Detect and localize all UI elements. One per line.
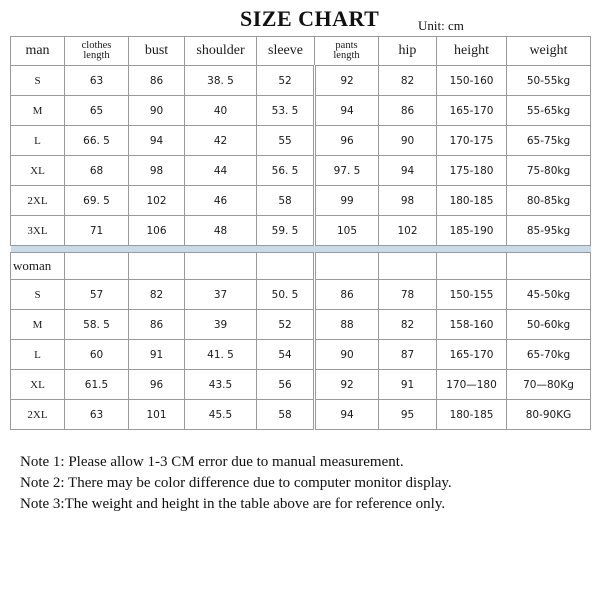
- header-weight: weight: [507, 37, 591, 66]
- cell-height: 170-175: [437, 126, 507, 156]
- header-man: man: [11, 37, 65, 66]
- cell-pants-length: 90: [315, 340, 379, 370]
- table-row: [11, 340, 591, 370]
- cell-weight: 45-50kg: [507, 280, 591, 310]
- cell-shoulder: 38. 5: [185, 66, 257, 96]
- woman-label: woman: [11, 253, 65, 280]
- cell-size: S: [11, 66, 65, 96]
- table-row: [11, 96, 591, 126]
- cell-bust: 94: [129, 126, 185, 156]
- cell-shoulder: 37: [185, 280, 257, 310]
- cell-size: 2XL: [11, 400, 65, 430]
- header-pants-line1: pants: [335, 40, 358, 51]
- cell-hip: 102: [379, 216, 437, 246]
- table-row: [11, 400, 591, 430]
- cell-size: XL: [11, 156, 65, 186]
- cell-sleeve: 58: [257, 400, 315, 430]
- cell-height: 158-160: [437, 310, 507, 340]
- table-row: [11, 280, 591, 310]
- unit-label: Unit: cm: [418, 18, 464, 33]
- header-clothes-line1: clothes: [81, 40, 112, 51]
- cell-sleeve: 54: [257, 340, 315, 370]
- cell-sleeve: 55: [257, 126, 315, 156]
- cell-clothes-length: 68: [65, 156, 129, 186]
- header-bust: bust: [129, 37, 185, 66]
- note-2: Note 2: There may be color difference due to computer monitor display.: [20, 475, 452, 491]
- cell-clothes-length: 61.5: [65, 370, 129, 400]
- cell-sleeve: 58: [257, 186, 315, 216]
- cell-weight: 65-75kg: [507, 126, 591, 156]
- section-separator: [11, 246, 591, 253]
- cell-hip: 98: [379, 186, 437, 216]
- cell-clothes-length: 65: [65, 96, 129, 126]
- cell-height: 150-160: [437, 66, 507, 96]
- cell-shoulder: 40: [185, 96, 257, 126]
- table-row: [11, 310, 591, 340]
- header-clothes-length: [65, 37, 129, 66]
- cell-pants-length: 105: [315, 216, 379, 246]
- cell-bust: 90: [129, 96, 185, 126]
- cell-bust: 82: [129, 280, 185, 310]
- cell-pants-length: 88: [315, 310, 379, 340]
- cell-hip: 82: [379, 66, 437, 96]
- table-row: [11, 186, 591, 216]
- size-table: [10, 36, 591, 430]
- cell-pants-length: 94: [315, 96, 379, 126]
- cell-bust: 86: [129, 66, 185, 96]
- cell-bust: 86: [129, 310, 185, 340]
- cell-clothes-length: 60: [65, 340, 129, 370]
- note-1: Note 1: Please allow 1-3 CM error due to manual measurement.: [20, 454, 404, 470]
- cell-hip: 91: [379, 370, 437, 400]
- cell-clothes-length: 63: [65, 400, 129, 430]
- cell-shoulder: 44: [185, 156, 257, 186]
- header-clothes-line2: length: [83, 50, 110, 61]
- table-row: [11, 66, 591, 96]
- header-sleeve: sleeve: [257, 37, 315, 66]
- cell-weight: 80-90KG: [507, 400, 591, 430]
- cell-pants-length: 92: [315, 66, 379, 96]
- cell-bust: 101: [129, 400, 185, 430]
- cell-hip: 95: [379, 400, 437, 430]
- cell-pants-length: 92: [315, 370, 379, 400]
- man-section: [11, 66, 591, 246]
- cell-size: M: [11, 310, 65, 340]
- cell-bust: 91: [129, 340, 185, 370]
- cell-height: 180-185: [437, 400, 507, 430]
- cell-weight: 50-60kg: [507, 310, 591, 340]
- cell-pants-length: 99: [315, 186, 379, 216]
- cell-weight: 55-65kg: [507, 96, 591, 126]
- cell-sleeve: 53. 5: [257, 96, 315, 126]
- cell-sleeve: 59. 5: [257, 216, 315, 246]
- header-pants-line2: length: [333, 50, 360, 61]
- cell-bust: 106: [129, 216, 185, 246]
- cell-shoulder: 43.5: [185, 370, 257, 400]
- cell-bust: 96: [129, 370, 185, 400]
- cell-height: 165-170: [437, 340, 507, 370]
- cell-clothes-length: 58. 5: [65, 310, 129, 340]
- cell-shoulder: 39: [185, 310, 257, 340]
- cell-size: 2XL: [11, 186, 65, 216]
- cell-sleeve: 52: [257, 310, 315, 340]
- cell-hip: 94: [379, 156, 437, 186]
- cell-clothes-length: 63: [65, 66, 129, 96]
- cell-shoulder: 41. 5: [185, 340, 257, 370]
- cell-bust: 98: [129, 156, 185, 186]
- cell-size: XL: [11, 370, 65, 400]
- header-pants-length: [315, 37, 379, 66]
- cell-pants-length: 97. 5: [315, 156, 379, 186]
- header-hip: hip: [379, 37, 437, 66]
- cell-sleeve: 56. 5: [257, 156, 315, 186]
- table-row: [11, 370, 591, 400]
- cell-weight: 85-95kg: [507, 216, 591, 246]
- cell-size: M: [11, 96, 65, 126]
- cell-height: 170—180: [437, 370, 507, 400]
- cell-weight: 50-55kg: [507, 66, 591, 96]
- cell-pants-length: 86: [315, 280, 379, 310]
- cell-clothes-length: 66. 5: [65, 126, 129, 156]
- woman-header-row: [11, 253, 591, 280]
- cell-weight: 80-85kg: [507, 186, 591, 216]
- table-row: [11, 216, 591, 246]
- cell-height: 150-155: [437, 280, 507, 310]
- cell-pants-length: 96: [315, 126, 379, 156]
- cell-hip: 78: [379, 280, 437, 310]
- cell-hip: 90: [379, 126, 437, 156]
- cell-bust: 102: [129, 186, 185, 216]
- chart-header: [0, 4, 600, 36]
- cell-size: L: [11, 126, 65, 156]
- cell-hip: 87: [379, 340, 437, 370]
- cell-sleeve: 50. 5: [257, 280, 315, 310]
- cell-height: 165-170: [437, 96, 507, 126]
- cell-shoulder: 45.5: [185, 400, 257, 430]
- cell-height: 180-185: [437, 186, 507, 216]
- notes: [20, 452, 595, 515]
- cell-shoulder: 42: [185, 126, 257, 156]
- header-row: [11, 37, 591, 66]
- cell-clothes-length: 57: [65, 280, 129, 310]
- header-shoulder: shoulder: [185, 37, 257, 66]
- cell-shoulder: 46: [185, 186, 257, 216]
- header-height: height: [437, 37, 507, 66]
- cell-weight: 75-80kg: [507, 156, 591, 186]
- cell-shoulder: 48: [185, 216, 257, 246]
- cell-hip: 86: [379, 96, 437, 126]
- cell-height: 175-180: [437, 156, 507, 186]
- table-row: [11, 126, 591, 156]
- cell-size: 3XL: [11, 216, 65, 246]
- cell-pants-length: 94: [315, 400, 379, 430]
- page-title: SIZE CHART: [240, 6, 380, 31]
- cell-weight: 70—80Kg: [507, 370, 591, 400]
- cell-hip: 82: [379, 310, 437, 340]
- cell-clothes-length: 69. 5: [65, 186, 129, 216]
- cell-size: L: [11, 340, 65, 370]
- cell-weight: 65-70kg: [507, 340, 591, 370]
- woman-section: [11, 280, 591, 430]
- section-divider: [11, 246, 591, 280]
- note-3: Note 3:The weight and height in the table above are for reference only.: [20, 496, 446, 512]
- table-row: [11, 156, 591, 186]
- cell-sleeve: 52: [257, 66, 315, 96]
- cell-clothes-length: 71: [65, 216, 129, 246]
- cell-sleeve: 56: [257, 370, 315, 400]
- cell-height: 185-190: [437, 216, 507, 246]
- cell-size: S: [11, 280, 65, 310]
